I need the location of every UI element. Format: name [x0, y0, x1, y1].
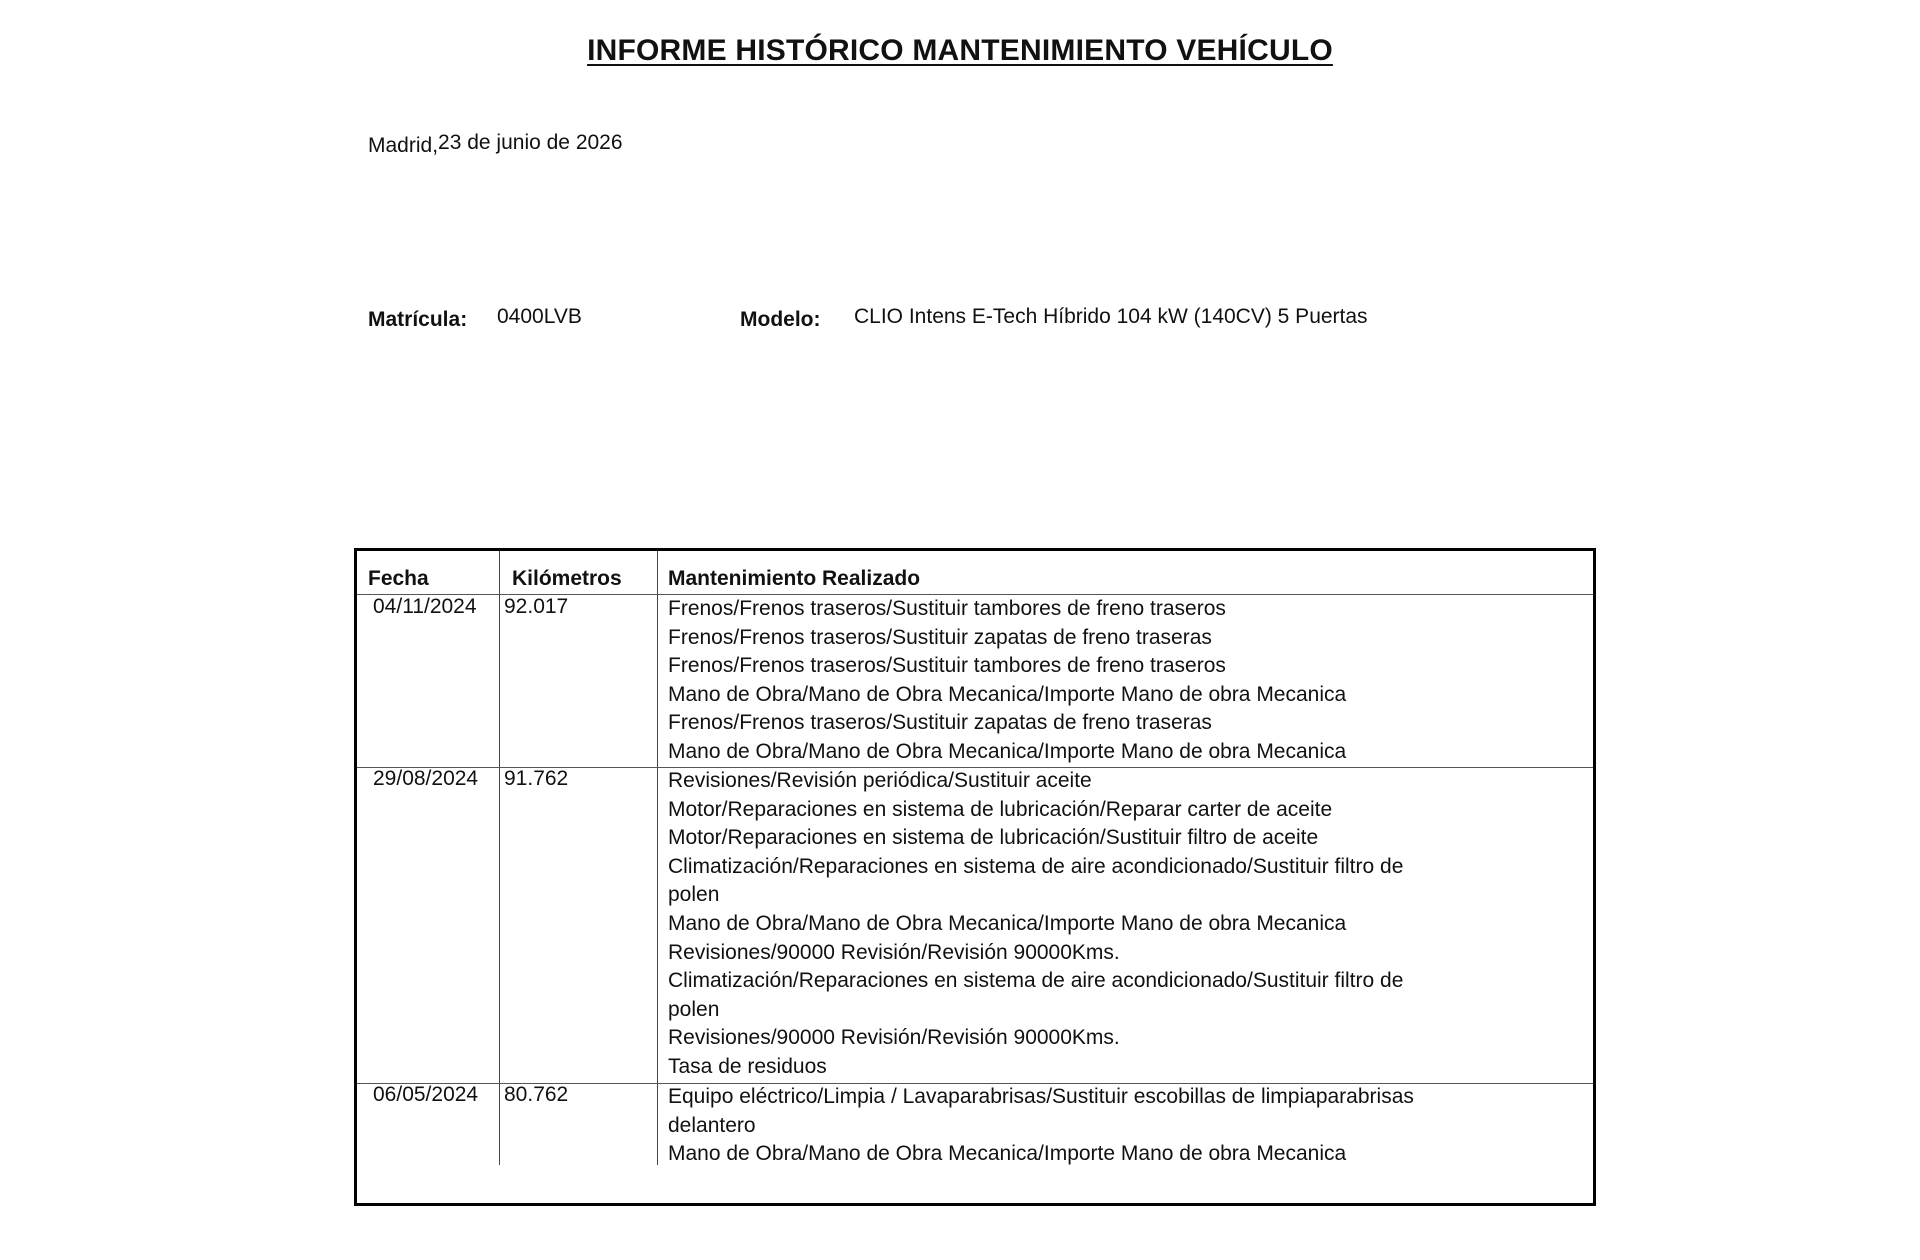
maintenance-item: Mano de Obra/Mano de Obra Mecanica/Importe Mano de obra Mecanica — [668, 911, 1347, 935]
column-divider-km — [657, 551, 658, 1165]
maintenance-item: polen — [668, 883, 720, 907]
maintenance-item: Climatización/Reparaciones en sistema de aire acondicionado/Sustituir filtro de — [668, 854, 1404, 878]
maintenance-item: Frenos/Frenos traseros/Sustituir tambores de freno traseros — [668, 597, 1226, 620]
place: Madrid, — [368, 134, 439, 157]
row-km: 91.762 — [504, 767, 569, 790]
maintenance-item: Motor/Reparaciones en sistema de lubricación/Reparar carter de aceite — [668, 797, 1333, 821]
maintenance-item: polen — [668, 997, 720, 1021]
maintenance-item: Revisiones/Revisión periódica/Sustituir aceite — [668, 769, 1092, 792]
maintenance-item: Frenos/Frenos traseros/Sustituir zapatas de freno traseras — [668, 625, 1212, 649]
maintenance-table — [354, 548, 1596, 1206]
maintenance-item: Frenos/Frenos traseros/Sustituir zapatas de freno traseras — [668, 711, 1212, 735]
row-km: 92.017 — [504, 595, 569, 618]
maintenance-item: Mano de Obra/Mano de Obra Mecanica/Importe Mano de obra Mecanica — [668, 682, 1347, 706]
header-km: Kilómetros — [512, 567, 622, 590]
report-title: INFORME HISTÓRICO MANTENIMIENTO VEHÍCULO — [587, 34, 1333, 67]
plate-label: Matrícula: — [368, 308, 468, 331]
plate-value: 0400LVB — [497, 305, 582, 328]
maintenance-item: Climatización/Reparaciones en sistema de aire acondicionado/Sustituir filtro de — [668, 969, 1404, 993]
row-date: 06/05/2024 — [373, 1083, 479, 1106]
header-maintenance: Mantenimiento Realizado — [668, 567, 921, 590]
model-value: CLIO Intens E-Tech Híbrido 104 kW (140CV) 5 Puertas — [854, 305, 1368, 328]
model-label: Modelo: — [740, 308, 821, 331]
maintenance-item: Mano de Obra/Mano de Obra Mecanica/Importe Mano de obra Mecanica — [668, 739, 1347, 763]
row-items — [668, 595, 1346, 767]
maintenance-item: Tasa de residuos — [668, 1054, 827, 1078]
maintenance-item: Mano de Obra/Mano de Obra Mecanica/Importe Mano de obra Mecanica — [668, 1142, 1347, 1166]
place-and-date — [368, 131, 623, 158]
column-divider-date — [499, 551, 500, 1165]
row-items — [668, 1083, 1414, 1169]
maintenance-item: Motor/Reparaciones en sistema de lubricación/Sustituir filtro de aceite — [668, 826, 1319, 850]
header-date: Fecha — [368, 567, 429, 590]
report-date: 23 de junio de 2026 — [438, 131, 623, 154]
row-date: 29/08/2024 — [373, 767, 479, 790]
maintenance-item: Frenos/Frenos traseros/Sustituir tambores de freno traseros — [668, 654, 1226, 678]
maintenance-item: delantero — [668, 1113, 756, 1137]
row-km: 80.762 — [504, 1083, 569, 1106]
maintenance-item: Equipo eléctrico/Limpia / Lavaparabrisas/Sustituir escobillas de limpiaparabrisas — [668, 1085, 1414, 1108]
row-items — [668, 767, 1403, 1082]
maintenance-item: Revisiones/90000 Revisión/Revisión 90000Kms. — [668, 940, 1120, 964]
row-date: 04/11/2024 — [373, 595, 477, 618]
maintenance-item: Revisiones/90000 Revisión/Revisión 90000Kms. — [668, 1026, 1120, 1050]
